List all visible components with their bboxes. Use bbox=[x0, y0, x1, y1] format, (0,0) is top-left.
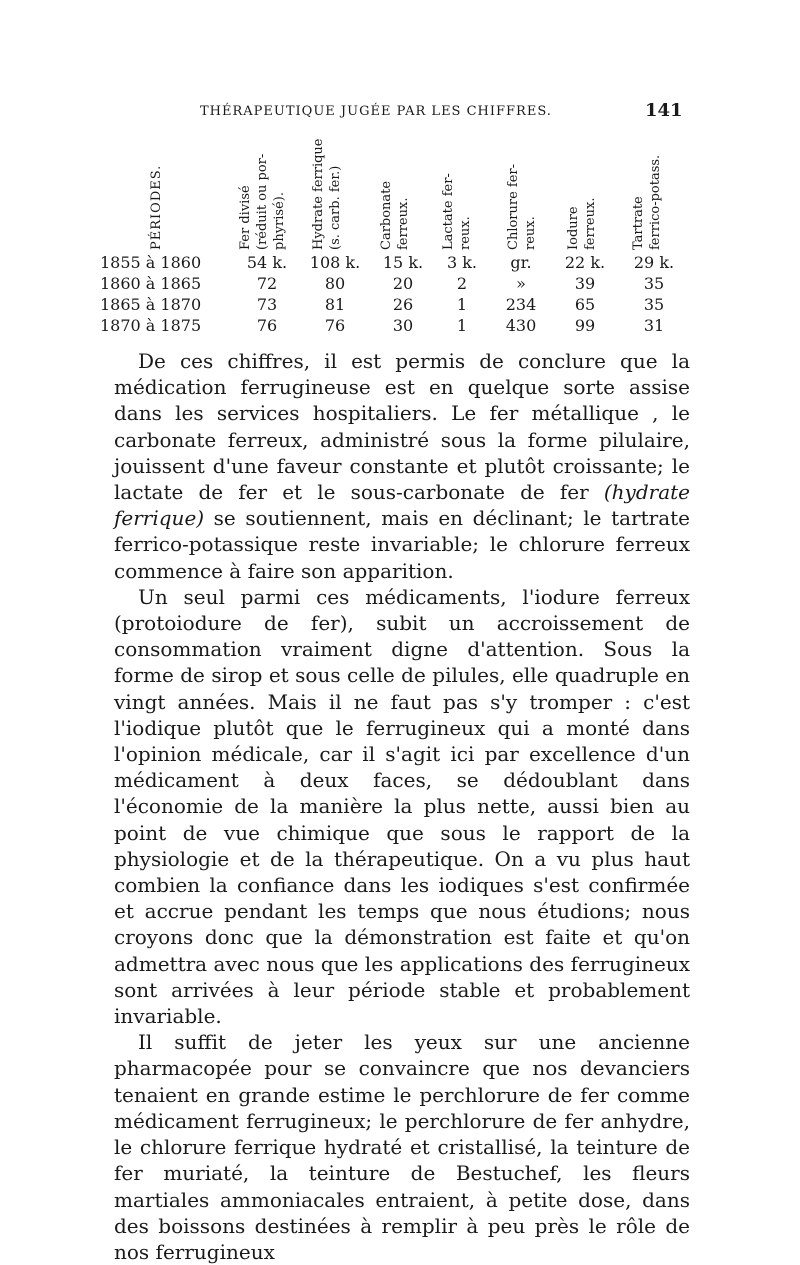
col-header-line: (s. carb. fer.) bbox=[328, 165, 343, 250]
col-header-line: reux. bbox=[523, 216, 538, 250]
cell-period: 1870 à 1875 bbox=[100, 316, 202, 335]
col-header-lactate bbox=[440, 115, 476, 250]
table-column-headers bbox=[105, 115, 685, 250]
cell-lactate: 2 bbox=[456, 274, 468, 293]
paragraph bbox=[114, 348, 690, 584]
cell-chlorure: » bbox=[516, 274, 526, 293]
col-header-line: Lactate fer- bbox=[441, 173, 456, 250]
cell-iodure: 65 bbox=[574, 295, 596, 314]
cell-carbonate: 15 k. bbox=[382, 253, 424, 272]
col-header-tartrate bbox=[630, 115, 666, 250]
cell-chlorure: 430 bbox=[505, 316, 537, 335]
cell-fer: 76 bbox=[256, 316, 278, 335]
cell-carbonate: 26 bbox=[392, 295, 414, 314]
col-header-line: phyrisé). bbox=[272, 192, 287, 250]
col-header-line: Tartrate bbox=[631, 196, 646, 250]
running-title: THÉRAPEUTIQUE JUGÉE PAR LES CHIFFRES. bbox=[200, 104, 552, 119]
col-header-carbonate bbox=[378, 115, 414, 250]
cell-tartrate: 35 bbox=[643, 274, 665, 293]
col-header-iodure bbox=[565, 115, 601, 250]
cell-tartrate: 29 k. bbox=[633, 253, 675, 272]
body-text bbox=[114, 348, 690, 1265]
cell-period: 1860 à 1865 bbox=[100, 274, 202, 293]
col-header-chlorure bbox=[505, 115, 541, 250]
cell-chlorure: gr. bbox=[510, 253, 532, 272]
cell-period: 1855 à 1860 bbox=[100, 253, 202, 272]
cell-lactate: 3 k. bbox=[446, 253, 478, 272]
col-header-line: Hydrate ferrique bbox=[311, 138, 326, 250]
col-header-line: ferreux. bbox=[583, 197, 598, 250]
col-header-line: Carbonate bbox=[379, 180, 394, 250]
table-row bbox=[100, 273, 690, 294]
cell-hydrate: 108 k. bbox=[309, 253, 361, 272]
consumption-table bbox=[100, 252, 690, 336]
col-header-fer-divise bbox=[237, 115, 291, 250]
col-header-line: Chlorure fer- bbox=[506, 163, 521, 250]
paragraph: Un seul parmi ces médicaments, l'iodure ferreux (protoiodure de fer), subit un accroissement de consommation vraiment digne d'attention. Sous la forme de sirop et sous celle de pilules, elle quadruple en vingt années. Mais il ne faut pas s'y tromper : c'est l'iodique plutôt que le ferrugineux qui a monté dans l'opinion médicale, car il s'agit ici par excellence d'un médicament à deux faces, se dédoublant dans l'économie de la manière la plus nette, aussi bien au point de vue chimique que sous le rapport de la physiologie et de la thérapeutique. On a vu plus haut combien la confiance dans les iodiques s'est confirmée et accrue pendant les temps que nous étudions; nous croyons donc que la démonstration est faite et qu'on admettra avec nous que les applications des ferrugineux sont arrivées à leur période stable et probablement invariable. bbox=[114, 584, 690, 1029]
table-row bbox=[100, 315, 690, 336]
cell-fer: 73 bbox=[256, 295, 278, 314]
col-header-periodes: PÉRIODES. bbox=[149, 164, 164, 250]
cell-tartrate: 35 bbox=[643, 295, 665, 314]
cell-iodure: 22 k. bbox=[564, 253, 606, 272]
col-header-line: ferreux. bbox=[396, 197, 411, 250]
table-row bbox=[100, 252, 690, 273]
cell-fer: 72 bbox=[256, 274, 278, 293]
text-run: De ces chiffres, il est permis de conclure que la médication ferrugineuse est en quelque sorte assise dans les services hospitaliers. Le fer métallique , le carbonate ferreux, administré sous la forme pilulaire, jouissent d'une faveur constante et plutôt croissante; le lactate de fer et le sous-carbonate de fer bbox=[114, 349, 690, 505]
cell-fer: 54 k. bbox=[246, 253, 288, 272]
paragraph: Il suffit de jeter les yeux sur une ancienne pharmacopée pour se convaincre que nos devanciers tenaient en grande estime le perchlorure de fer comme médicament ferrugineux; le perchlorure de fer anhydre, le chlorure ferrique hydraté et cristallisé, la teinture de fer muriaté, la teinture de Bestuchef, les fleurs martiales ammoniacales entraient, à petite dose, dans des boissons destinées à remplir à peu près le rôle de nos ferrugineux bbox=[114, 1030, 690, 1264]
cell-lactate: 1 bbox=[456, 295, 468, 314]
cell-iodure: 99 bbox=[574, 316, 596, 335]
cell-carbonate: 30 bbox=[392, 316, 414, 335]
table-row bbox=[100, 294, 690, 315]
cell-tartrate: 31 bbox=[643, 316, 665, 335]
col-header-line: Iodure bbox=[566, 206, 581, 250]
col-header-line: Fer divisé bbox=[238, 185, 253, 250]
cell-hydrate: 76 bbox=[324, 316, 346, 335]
cell-hydrate: 80 bbox=[324, 274, 346, 293]
cell-hydrate: 81 bbox=[324, 295, 346, 314]
col-header-hydrate bbox=[310, 115, 346, 250]
page-number: 141 bbox=[645, 100, 683, 121]
cell-carbonate: 20 bbox=[392, 274, 414, 293]
cell-lactate: 1 bbox=[456, 316, 468, 335]
col-header-line: ferrico-potass. bbox=[648, 154, 663, 250]
cell-chlorure: 234 bbox=[505, 295, 537, 314]
text-run-italic: (hydrate ferrique) bbox=[114, 480, 690, 531]
cell-period: 1865 à 1870 bbox=[100, 295, 202, 314]
text-run: se soutiennent, mais en déclinant; le tartrate ferrico-potassique reste invariable; le chlorure ferreux commence à faire son apparition. bbox=[114, 506, 690, 583]
col-header-line: reux. bbox=[458, 216, 473, 250]
cell-iodure: 39 bbox=[574, 274, 596, 293]
col-header-line: (réduit ou por- bbox=[255, 153, 270, 250]
